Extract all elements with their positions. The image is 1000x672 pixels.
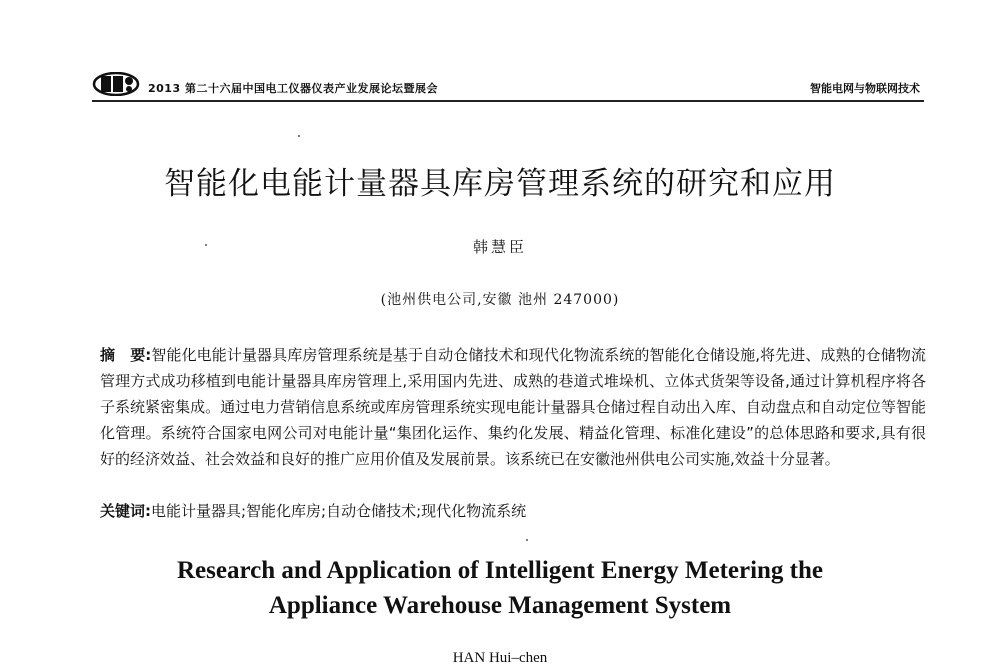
author-affiliation-cn: (池州供电公司,安徽 池州 247000) <box>380 292 620 308</box>
paper-title-cn: 智能化电能计量器具库房管理系统的研究和应用 <box>164 166 836 202</box>
author-name-cn: 韩慧臣 <box>472 238 527 256</box>
author-name-en: HAN Hui–chen <box>452 650 548 666</box>
conference-name: 2013 第二十六届中国电工仪器仪表产业发展论坛暨展会 <box>148 82 438 95</box>
title-en-line-2: Appliance Warehouse Management System <box>268 592 732 619</box>
abstract-text: 智能化电能计量器具库房管理系统是基于自动仓储技术和现代化物流系统的智能化仓储设施,将先进、成熟的仓储物流管理方式成功移植到电能计量器具库房管理上,采用国内先进、成熟的巷道式堆垛机、立体式货架等设备,通过计算机程序将各子系统紧密集成。通过电力营销信息系统或库房管理系统实现电能计量器具仓储过程自动出入库、自动盘点和自动定位等智能化管理。系统符合国家电网公司对电能计量“集团化运作、集约化发展、精益化管理、标准化建设”的总体思路和要求,具有很好的经济效益、社会效益和良好的推广应用价值及发展前景。该系统已在安徽池州供电公司实施,效益十分显著。 <box>100 346 927 468</box>
paper-title-en <box>0 553 1000 623</box>
running-header <box>92 70 924 102</box>
title-en-line-1: Research and Application of Intelligent Energy Metering the <box>176 557 824 584</box>
abstract-cn <box>100 342 926 472</box>
conference-logo-icon <box>92 72 140 96</box>
scan-speck <box>526 539 528 541</box>
keywords-text: 电能计量器具;智能化库房;自动仓储技术;现代化物流系统 <box>151 502 527 520</box>
keywords-cn <box>100 498 926 524</box>
keywords-label: 关键词: <box>100 502 151 520</box>
section-name: 智能电网与物联网技术 <box>810 82 920 95</box>
scan-speck <box>298 135 300 137</box>
abstract-label: 摘 要: <box>100 346 152 364</box>
